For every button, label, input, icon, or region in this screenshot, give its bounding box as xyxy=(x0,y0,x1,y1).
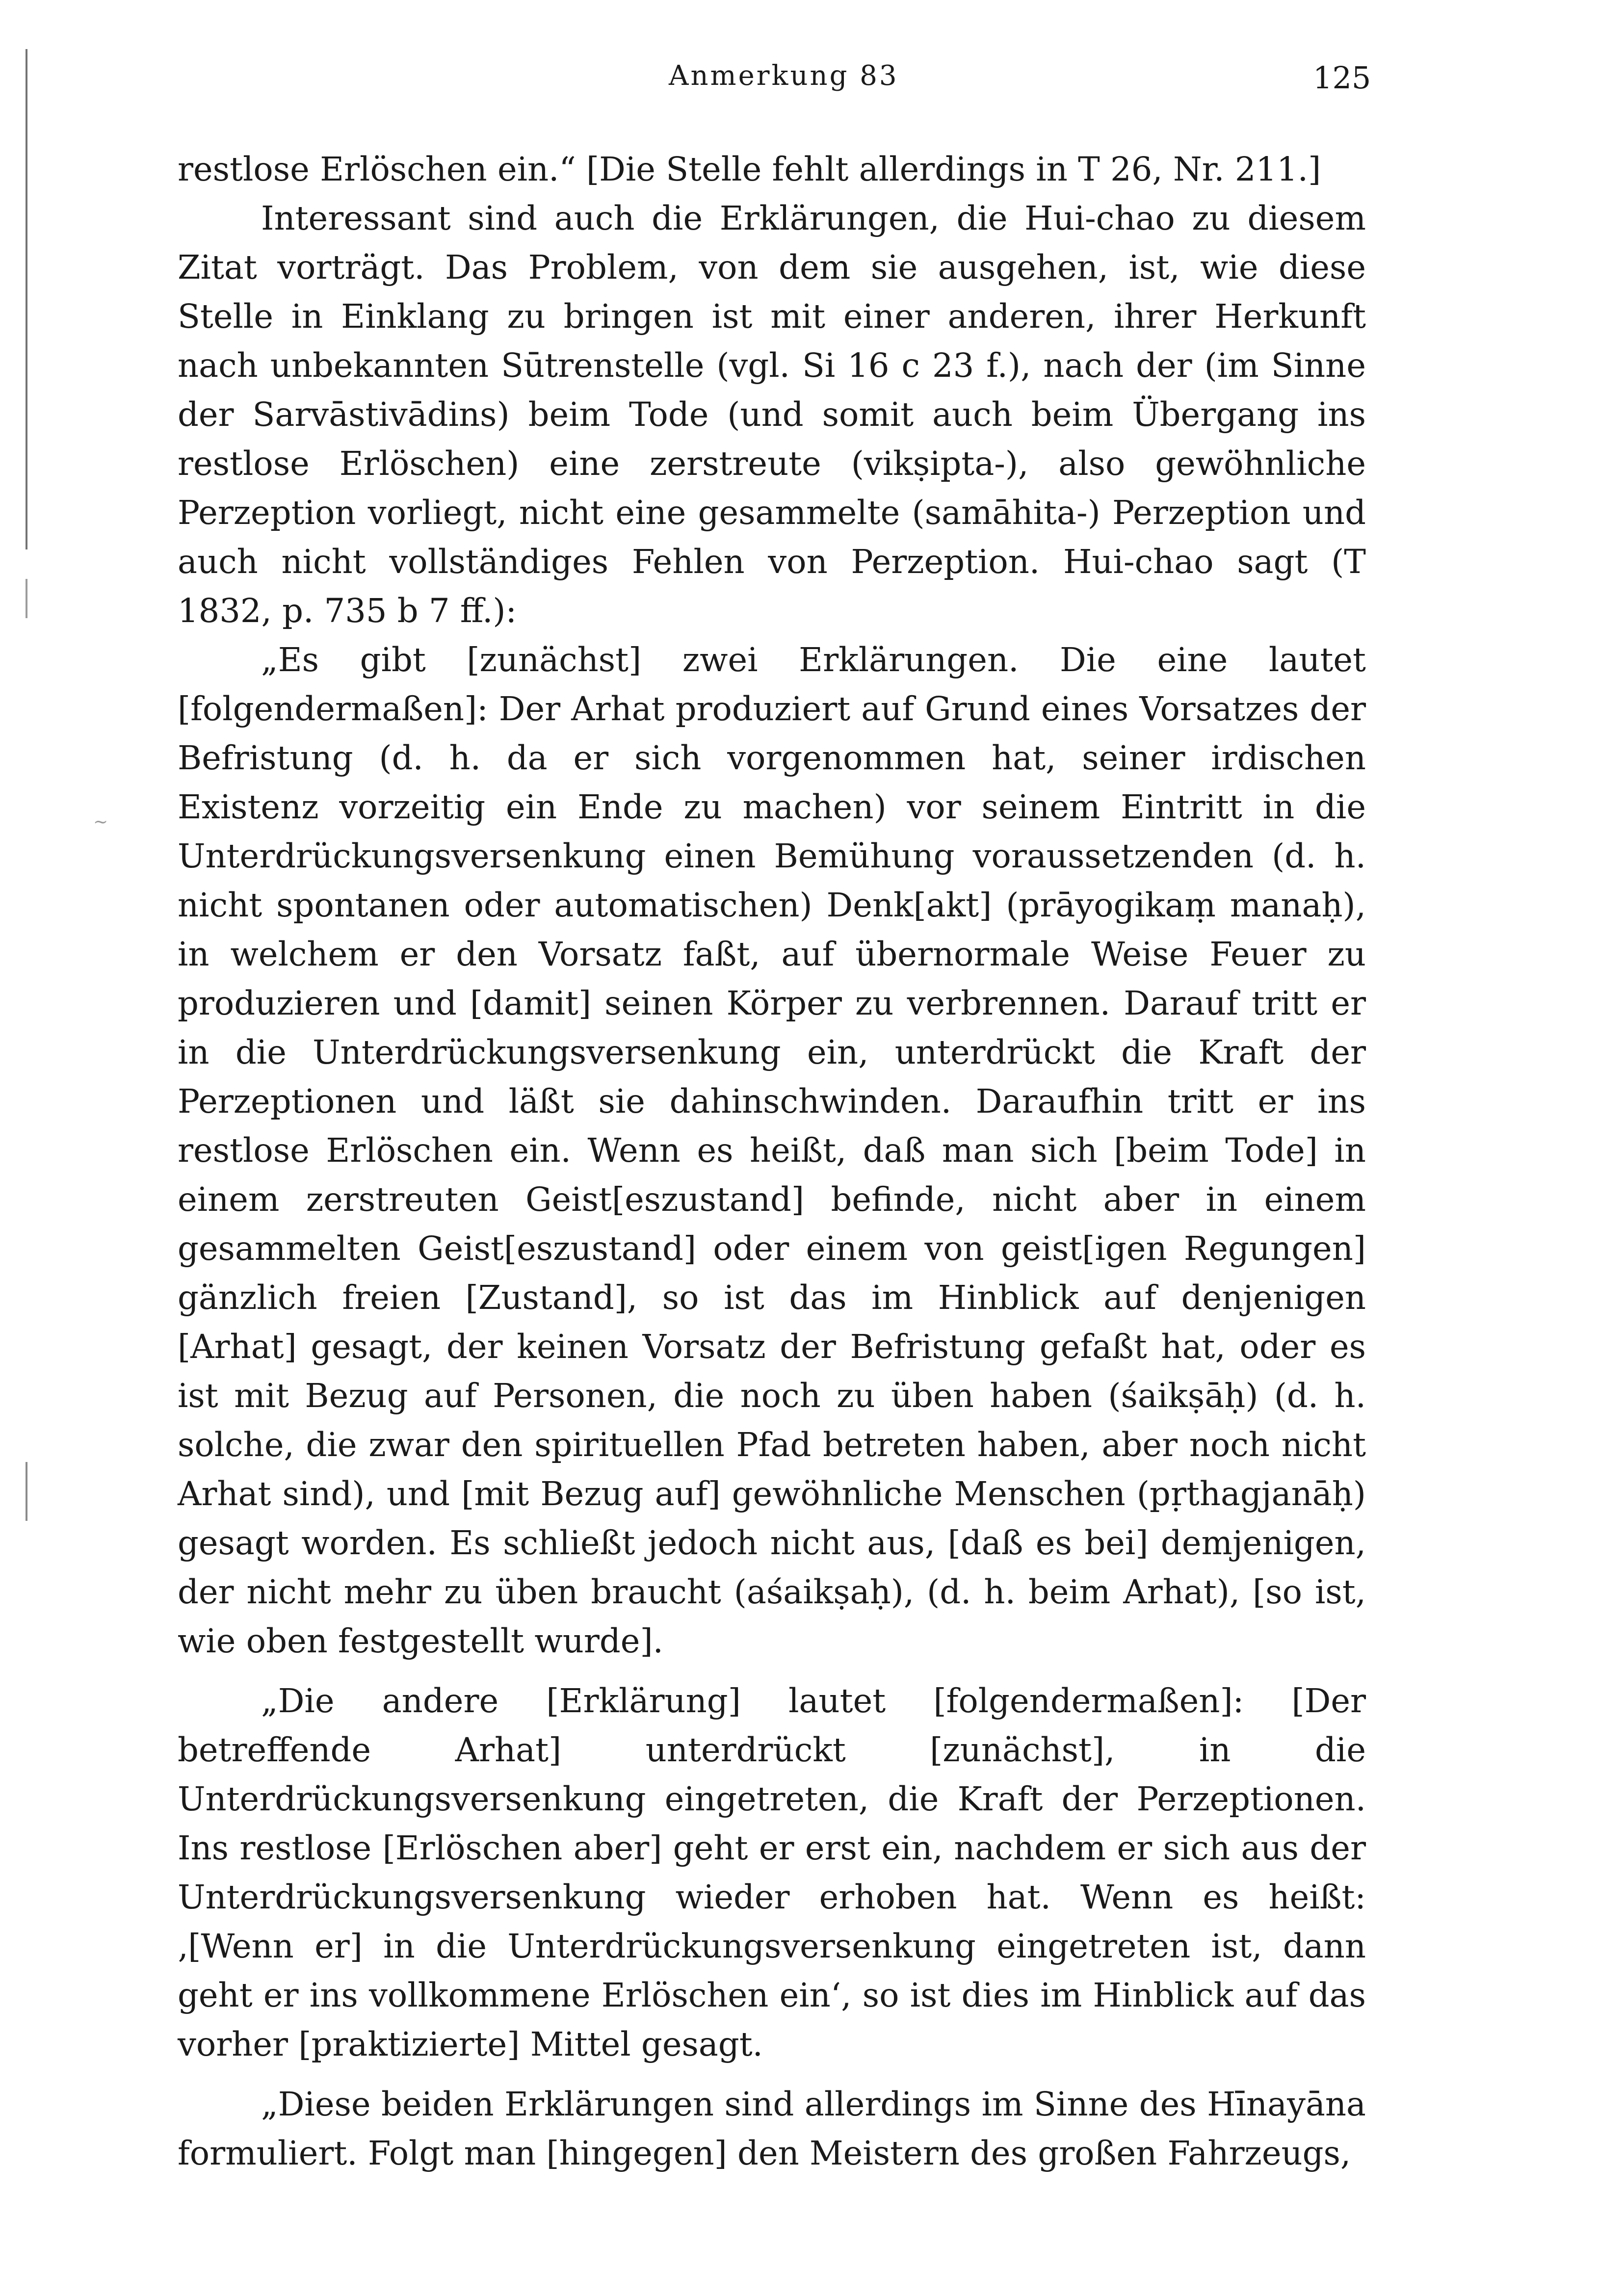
body-text xyxy=(178,145,1366,2178)
scan-edge-line xyxy=(26,579,27,618)
paragraph: restlose Erlöschen ein.“ [Die Stelle fehlt allerdings in T 26, Nr. 211.] xyxy=(178,150,1321,188)
scan-edge-line xyxy=(26,1462,27,1521)
scan-speck: ~ xyxy=(93,812,108,832)
page-number: 125 xyxy=(1313,60,1371,96)
running-title: Anmerkung 83 xyxy=(669,60,899,92)
scan-edge-line xyxy=(26,49,27,549)
paragraph: „Die andere [Erklärung] lautet [folgendermaßen]: [Der betreffende Arhat] unterdrückt [zunächst], in die Unterdrückungsversenkung eingetreten, die Kraft der Perzeptionen. Ins restlose [Erlöschen aber] geht er erst ein, nachdem er sich aus der Unterdrückungsversenkung wieder erhoben hat. Wenn es heißt: ‚[Wenn er] in die Unterdrückungsversenkung eingetreten ist, dann geht er ins vollkommene Erlöschen ein‘, so ist dies im Hinblick auf das vorher [praktizierte] Mittel gesagt. xyxy=(178,1682,1366,2063)
paragraph: „Diese beiden Erklärungen sind allerdings im Sinne des Hīnayāna formuliert. Folgt man [hingegen] den Meistern des großen Fahrzeugs, xyxy=(178,2085,1366,2172)
paragraph: Interessant sind auch die Erklärungen, die Hui-chao zu diesem Zitat vorträgt. Das Problem, von dem sie ausgehen, ist, wie diese Stelle in Einklang zu bringen ist mit einer anderen, ihrer Herkunft nach unbekannten Sūtrenstelle (vgl. Si 16 c 23 f.), nach der (im Sinne der Sarvāstivādins) beim Tode (und somit auch beim Übergang ins restlose Erlöschen) eine zerstreute (vikṣipta-), also gewöhnliche Perzeption vorliegt, nicht eine gesammelte (samāhita-) Perzeption und auch nicht vollständiges Fehlen von Perzeption. Hui-chao sagt (T 1832, p. 735 b 7 ff.): xyxy=(178,199,1366,630)
paragraph: „Es gibt [zunächst] zwei Erklärungen. Die eine lautet [folgendermaßen]: Der Arhat produziert auf Grund eines Vorsatzes der Befristung (d. h. da er sich vorgenommen hat, seiner irdischen Existenz vorzeitig ein Ende zu machen) vor seinem Eintritt in die Unterdrückungsversenkung einen Bemühung voraussetzenden (d. h. nicht spontanen oder automatischen) Denk[akt] (prāyogikaṃ manaḥ), in welchem er den Vorsatz faßt, auf übernormale Weise Feuer zu produzieren und [damit] seinen Körper zu verbrennen. Darauf tritt er in die Unterdrückungsversenkung ein, unterdrückt die Kraft der Perzeptionen und läßt sie dahinschwinden. Daraufhin tritt er ins restlose Erlöschen ein. Wenn es heißt, daß man sich [beim Tode] in einem zerstreuten Geist[eszustand] befinde, nicht aber in einem gesammelten Geist[eszustand] oder einem von geist[igen Regungen] gänzlich freien [Zustand], so ist das im Hinblick auf denjenigen [Arhat] gesagt, der keinen Vorsatz der Befristung gefaßt hat, oder es ist mit Bezug auf Personen, die noch zu üben haben (śaikṣāḥ) (d. h. solche, die zwar den spirituellen Pfad betreten haben, aber noch nicht Arhat sind), und [mit Bezug auf] gewöhnliche Menschen (pṛthagjanāḥ) gesagt worden. Es schließt jedoch nicht aus, [daß es bei] demjenigen, der nicht mehr zu üben braucht (aśaikṣaḥ), (d. h. beim Arhat), [so ist, wie oben festgestellt wurde]. xyxy=(178,641,1366,1660)
